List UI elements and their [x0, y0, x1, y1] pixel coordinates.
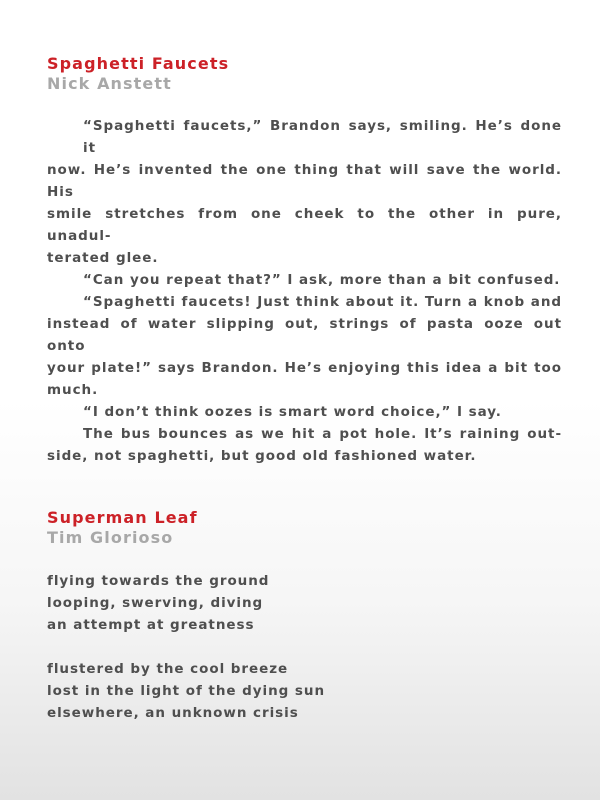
poem-superman-leaf	[47, 508, 562, 724]
poem-title: Superman Leaf	[47, 508, 198, 527]
story-title: Spaghetti Faucets	[47, 54, 230, 73]
poem-line: elsewhere, an unknown crisis	[47, 705, 299, 721]
story-line: much.	[47, 382, 99, 398]
story-line: side, not spaghetti, but good old fashioned water.	[47, 448, 477, 464]
story-body	[47, 115, 562, 467]
story-line: “Spaghetti faucets,” Brandon says, smiling. He’s done it	[83, 118, 562, 156]
poem-stanza	[47, 570, 562, 636]
poem-line: lost in the light of the dying sun	[47, 683, 326, 699]
story-author: Nick Anstett	[47, 74, 172, 93]
story-line: your plate!” says Brandon. He’s enjoying this idea a bit too	[47, 360, 562, 376]
story-line: The bus bounces as we hit a pot hole. It’s raining out-	[83, 426, 562, 442]
poem-line: an attempt at greatness	[47, 617, 255, 633]
poem-stanza	[47, 658, 562, 724]
poem-author: Tim Glorioso	[47, 528, 174, 547]
story-line: smile stretches from one cheek to the other in pure, unadul-	[47, 206, 562, 244]
poem-line: looping, swerving, diving	[47, 595, 264, 611]
story-line: “I don’t think oozes is smart word choice,” I say.	[83, 404, 502, 420]
poem-body	[47, 570, 562, 724]
story-line: instead of water slipping out, strings of pasta ooze out onto	[47, 316, 562, 354]
story-spaghetti-faucets	[47, 54, 562, 467]
story-line: terated glee.	[47, 250, 159, 266]
story-line: “Can you repeat that?” I ask, more than a bit confused.	[83, 272, 561, 288]
page-content	[47, 54, 562, 724]
poem-line: flustered by the cool breeze	[47, 661, 289, 677]
story-line: “Spaghetti faucets! Just think about it. Turn a knob and	[83, 294, 562, 310]
story-line: now. He’s invented the one thing that will save the world. His	[47, 162, 562, 200]
poem-line: flying towards the ground	[47, 573, 270, 589]
